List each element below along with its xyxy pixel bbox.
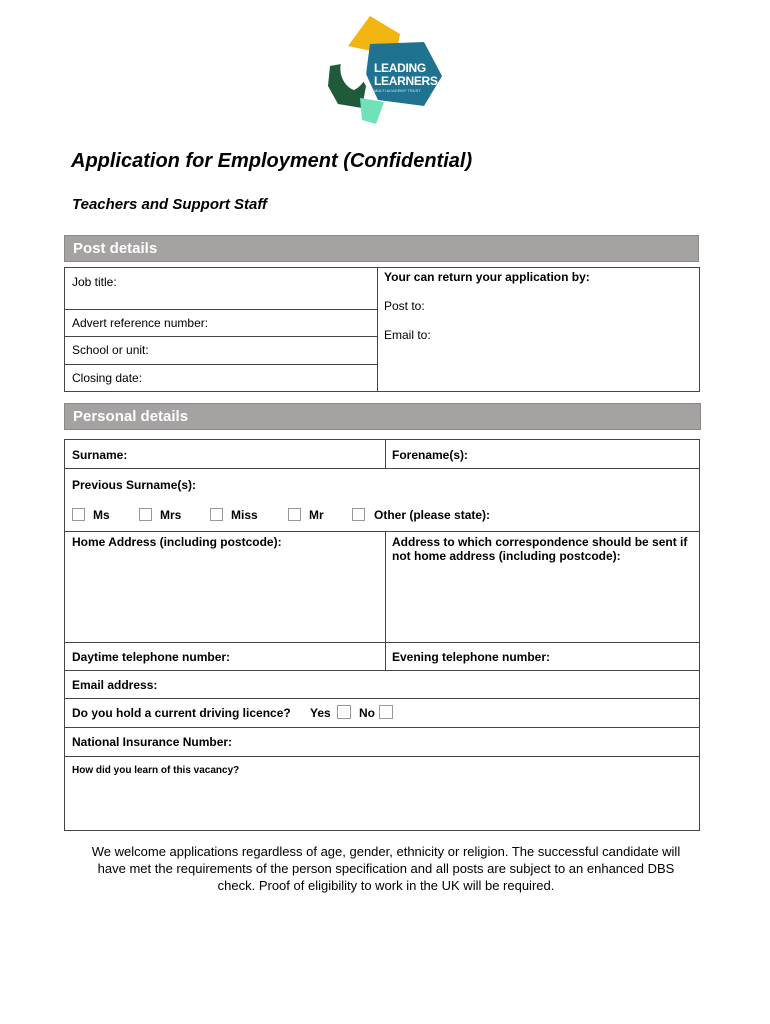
title-other-label: Other (please state): (374, 508, 491, 522)
personal-details-header (64, 403, 701, 430)
email-address-label: Email address: (72, 678, 158, 692)
driving-licence-yes-label: Yes (310, 706, 331, 720)
logo-line1: LEADING (374, 61, 426, 75)
equal-opportunities-statement: We welcome applications regardless of age, gender, ethnicity or religion. The successful candidate will have met the requirements of the person specification and all posts are subject to an enhanced DBS check. Proof of eligibility to work in the UK will be required. (91, 844, 681, 893)
logo-tagline: MULTI ACADEMY TRUST (374, 88, 421, 93)
title-mrs-label: Mrs (160, 508, 182, 522)
title-miss-label: Miss (231, 508, 258, 522)
driving-licence-yes-checkbox[interactable] (337, 705, 351, 719)
home-address-label: Home Address (including postcode): (72, 535, 282, 549)
logo-line2: LEARNERS (374, 74, 438, 88)
page-subtitle: Teachers and Support Staff (72, 196, 268, 213)
correspondence-address-label: Address to which correspondence should be sent if not home address (including postcode): (392, 535, 688, 563)
personal-details-heading: Personal details (73, 408, 189, 425)
title-mrs-checkbox[interactable] (139, 508, 152, 521)
return-application-label: Your can return your application by: (384, 270, 590, 284)
closing-date-label: Closing date: (72, 371, 143, 385)
title-ms-checkbox[interactable] (72, 508, 85, 521)
personal-details-table (64, 439, 700, 831)
title-mr-label: Mr (309, 508, 324, 522)
ni-number-label: National Insurance Number: (72, 735, 233, 749)
vacancy-source-label: How did you learn of this vacancy? (72, 765, 240, 776)
daytime-phone-label: Daytime telephone number: (72, 650, 231, 664)
surname-label: Surname: (72, 448, 128, 462)
email-to-label: Email to: (384, 328, 431, 342)
leading-learners-logo (326, 16, 446, 126)
post-details-table (64, 267, 700, 392)
logo-wordmark (374, 62, 438, 88)
post-details-header (64, 235, 699, 262)
evening-phone-label: Evening telephone number: (392, 650, 551, 664)
title-other-checkbox[interactable] (352, 508, 365, 521)
driving-licence-no-label: No (359, 706, 375, 720)
driving-licence-label: Do you hold a current driving licence? (72, 706, 291, 720)
advert-reference-label: Advert reference number: (72, 316, 209, 330)
title-miss-checkbox[interactable] (210, 508, 223, 521)
post-details-heading: Post details (73, 240, 158, 257)
title-mr-checkbox[interactable] (288, 508, 301, 521)
post-to-label: Post to: (384, 299, 425, 313)
title-ms-label: Ms (93, 508, 110, 522)
school-unit-label: School or unit: (72, 343, 149, 357)
forenames-label: Forename(s): (392, 448, 469, 462)
driving-licence-no-checkbox[interactable] (379, 705, 393, 719)
page-title: Application for Employment (Confidential) (71, 150, 473, 172)
previous-surnames-label: Previous Surname(s): (72, 478, 197, 492)
job-title-label: Job title: (72, 275, 117, 289)
